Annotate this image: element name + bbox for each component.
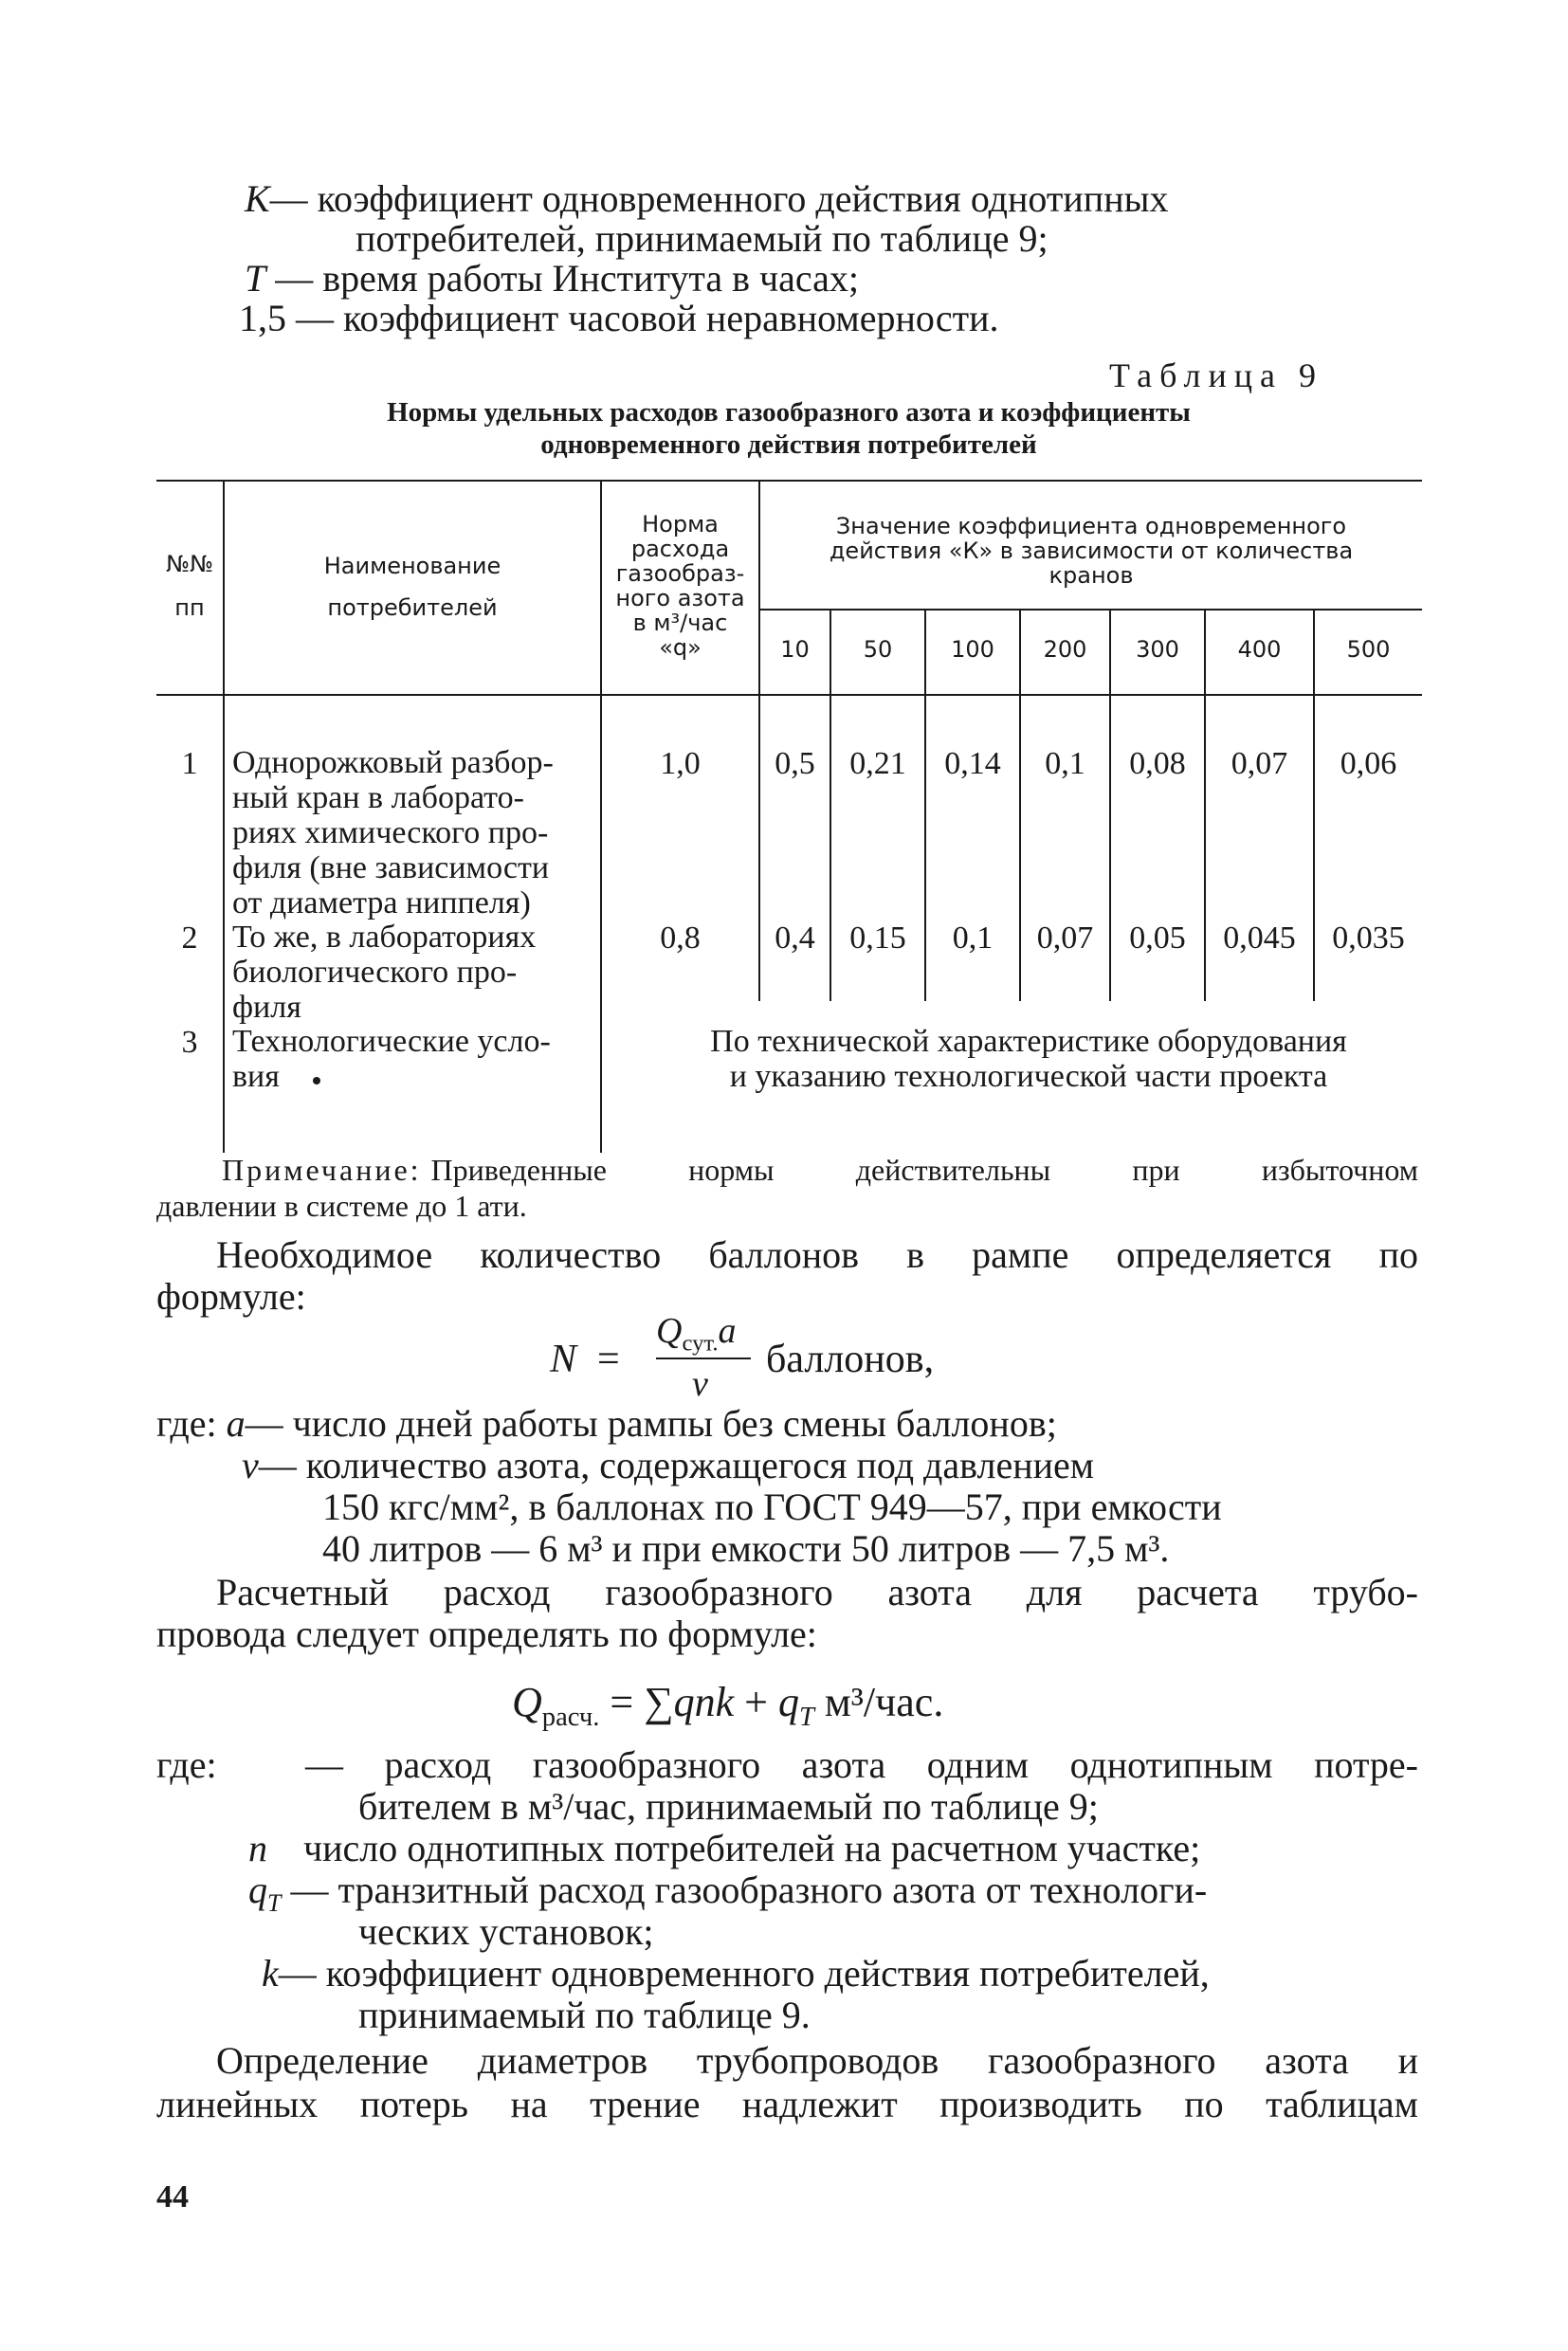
crane-count: 10 bbox=[780, 636, 810, 663]
coef-value: 0,4 bbox=[775, 920, 815, 956]
para1-line1: Необходимое количество баллонов в рампе определяется по bbox=[216, 1233, 1418, 1276]
row-name-line: филя bbox=[232, 990, 301, 1025]
row-name bbox=[232, 920, 600, 1025]
formula-bottles bbox=[550, 1304, 1024, 1409]
def-t-text: — время работы Института в часах; bbox=[275, 257, 860, 300]
row-merged-note bbox=[626, 1024, 1431, 1094]
header-coef bbox=[760, 514, 1422, 588]
where1-a-line bbox=[156, 1401, 1057, 1447]
header-norm-l1: Норма bbox=[642, 511, 719, 538]
symbol-n: n bbox=[248, 1827, 267, 1869]
where2-qt-line: $q_T$ — транзитный расход газообразного азота от технологи- bbox=[248, 1868, 1208, 1917]
table-label: Таблица 9 bbox=[1109, 356, 1323, 394]
crane-count: 100 bbox=[951, 636, 994, 663]
where1-a-text: — число дней работы рампы без смены баллонов; bbox=[245, 1402, 1057, 1445]
where2-k-text: — коэффициент одновременного действия потребителей, bbox=[278, 1952, 1210, 1995]
formula-flow: $Q_{расч.} = \sum qnk + q_T$ м³/час. bbox=[512, 1674, 1100, 1731]
coef-value: 0,5 bbox=[775, 746, 815, 781]
table-coef-subrule bbox=[758, 609, 1422, 611]
table-header-rule bbox=[156, 694, 1422, 696]
where1-v-line bbox=[242, 1443, 1418, 1488]
row-name-line: вия bbox=[232, 1059, 280, 1094]
subscript-calc: расч. bbox=[541, 1702, 600, 1732]
header-coef-l3: кранов bbox=[1048, 562, 1134, 589]
v-rule bbox=[223, 696, 225, 1153]
crane-count: 400 bbox=[1237, 636, 1282, 663]
header-norm bbox=[602, 512, 758, 660]
def-k-line bbox=[245, 176, 1418, 222]
row-name-line: То же, в лабораториях bbox=[232, 920, 537, 955]
formula-numerator bbox=[656, 1310, 737, 1357]
symbol-q: Q bbox=[656, 1311, 683, 1351]
row-name-line: от диаметра ниппеля) bbox=[232, 885, 531, 920]
coef-value: 0,035 bbox=[1332, 920, 1405, 956]
para2-line1: Расчетный расход газообразного азота для расчета трубо- bbox=[216, 1571, 1418, 1613]
header-norm-l2: расхода bbox=[630, 536, 730, 562]
fraction-bar bbox=[656, 1358, 751, 1359]
header-coef-l1: Значение коэффициента одновременного bbox=[835, 513, 1347, 539]
coef-value: 0,08 bbox=[1129, 746, 1186, 781]
where-intro: где: bbox=[156, 1402, 217, 1445]
crane-count: 300 bbox=[1136, 636, 1179, 663]
merged-line: и указанию технологической части проекта bbox=[729, 1059, 1328, 1094]
symbol-k: К bbox=[245, 177, 270, 220]
sum-symbol: ∑ bbox=[644, 1679, 674, 1725]
header-norm-l5: в м³/час bbox=[632, 610, 728, 636]
where2-qt-text: — транзитный расход газообразного азота от технологи- bbox=[290, 1868, 1208, 1911]
row-number: 3 bbox=[181, 1025, 198, 1060]
where2-n-line bbox=[248, 1826, 1200, 1871]
header-norm-l6: «q» bbox=[659, 634, 702, 661]
row-name-line: Технологические усло- bbox=[232, 1024, 551, 1059]
def-t-line bbox=[245, 256, 859, 301]
para3-line1: Определение диаметров трубопроводов газообразного азота и bbox=[216, 2039, 1418, 2082]
row-name-line: Однорожковый разбор- bbox=[232, 745, 554, 780]
formula-tail: баллонов, bbox=[766, 1338, 935, 1381]
def-c-text: — коэффициент часовой неравномерности. bbox=[296, 297, 999, 339]
coef-value: 0,21 bbox=[849, 746, 906, 781]
row-name-line: филя (вне зависимости bbox=[232, 850, 550, 885]
symbol-q: q bbox=[777, 1679, 799, 1725]
row-name-line: риях химического про- bbox=[232, 815, 549, 850]
formula-eq: = bbox=[597, 1338, 620, 1381]
where1-v-text: — количество азота, содержащегося под давлением bbox=[258, 1444, 1095, 1486]
row-name-line: биологического про- bbox=[232, 955, 518, 990]
coef-value: 0,06 bbox=[1340, 746, 1397, 781]
symbol-a: a bbox=[226, 1402, 246, 1445]
table-top-rule bbox=[156, 480, 1422, 482]
where2-q-line2: бителем в м³/час, принимаемый по таблице 9; bbox=[358, 1785, 1099, 1828]
row-name-line: ный кран в лаборато- bbox=[232, 780, 524, 815]
coef-value: 0,15 bbox=[849, 920, 906, 956]
row-name bbox=[232, 745, 600, 920]
symbol-a: a bbox=[718, 1311, 737, 1351]
where1-v-line2: 150 кгс/мм², в баллонах по ГОСТ 949—57, при емкости bbox=[322, 1485, 1222, 1528]
symbol-t: Т bbox=[245, 257, 266, 300]
note-line2: давлении в системе до 1 ати. bbox=[156, 1189, 527, 1223]
coef-value: 0,07 bbox=[1231, 746, 1288, 781]
para2-line2: провода следует определять по формуле: bbox=[156, 1613, 817, 1655]
subscript-day: сут. bbox=[682, 1330, 719, 1357]
where2-intro: где: bbox=[156, 1743, 217, 1786]
formula-plus: + bbox=[744, 1679, 768, 1725]
para1-line2: формуле: bbox=[156, 1275, 306, 1318]
note-line1 bbox=[222, 1151, 1418, 1189]
row-norm: 1,0 bbox=[660, 746, 701, 781]
formula-eq: = bbox=[610, 1679, 634, 1725]
header-norm-l4: ного азота bbox=[615, 585, 745, 611]
where2-n-text: число однотипных потребителей на расчетном участке; bbox=[303, 1827, 1201, 1869]
def-k-text: — коэффициент одновременного действия однотипных bbox=[269, 177, 1169, 220]
note-label: Примечание: bbox=[222, 1153, 422, 1187]
ink-dot bbox=[313, 1077, 320, 1084]
coef-value: 0,05 bbox=[1129, 920, 1186, 956]
crane-count: 500 bbox=[1346, 636, 1391, 663]
where2-qt-line2: ческих установок; bbox=[358, 1910, 654, 1953]
def-k-cont: потребителей, принимаемый по таблице 9; bbox=[356, 217, 1048, 260]
header-coef-l2: действия «К» в зависимости от количества bbox=[829, 538, 1354, 564]
formula-denominator: v bbox=[692, 1364, 708, 1404]
where2-k-line2: принимаемый по таблице 9. bbox=[358, 1994, 811, 2036]
symbol-k: k bbox=[262, 1952, 279, 1995]
symbol-v: v bbox=[242, 1444, 259, 1486]
merged-line: По технической характеристике оборудования bbox=[710, 1024, 1347, 1059]
v-rule bbox=[223, 480, 225, 694]
crane-count: 200 bbox=[1043, 636, 1087, 663]
header-name-2: потребителей bbox=[327, 594, 498, 621]
note-text: Приведенные нормы действительны при избыточном bbox=[430, 1153, 1418, 1187]
header-num-2: пп bbox=[174, 594, 205, 621]
table-title-line1: Нормы удельных расходов газообразного азота и коэффициенты bbox=[387, 397, 1191, 428]
def-c-line bbox=[239, 296, 998, 341]
row-norm: 0,8 bbox=[660, 920, 701, 956]
where1-v-line3: 40 литров — 6 м³ и при емкости 50 литров — 7,5 м³. bbox=[322, 1527, 1170, 1570]
row-number: 1 bbox=[181, 746, 198, 781]
formula-unit: м³/час. bbox=[824, 1679, 944, 1725]
crane-count: 50 bbox=[863, 636, 893, 663]
symbol-q: q bbox=[248, 1868, 267, 1911]
coef-value: 0,1 bbox=[952, 920, 994, 956]
symbol-q: Q bbox=[512, 1679, 542, 1725]
where2-q-text: — расход газообразного азота одним однотипным потре- bbox=[305, 1743, 1418, 1786]
formula-lhs: N bbox=[550, 1338, 577, 1381]
coef-value: 0,045 bbox=[1223, 920, 1296, 956]
symbol-qnk: qnk bbox=[673, 1679, 735, 1725]
page-number: 44 bbox=[156, 2179, 189, 2214]
coef-value: 0,1 bbox=[1045, 746, 1085, 781]
row-name bbox=[232, 1024, 600, 1094]
coef-value: 0,14 bbox=[944, 746, 1001, 781]
header-num-1: №№ bbox=[166, 551, 213, 577]
table-title-line2: одновременного действия потребителей bbox=[540, 429, 1037, 460]
row-number: 2 bbox=[181, 920, 198, 956]
where2-k-line bbox=[262, 1951, 1418, 1996]
coef-value: 0,07 bbox=[1036, 920, 1094, 956]
para3-line2: линейных потерь на трение надлежит производить по таблицам bbox=[156, 2083, 1418, 2125]
header-norm-l3: газообраз- bbox=[615, 560, 745, 587]
header-name-1: Наименование bbox=[323, 553, 501, 579]
symbol-coef: 1,5 bbox=[239, 297, 286, 339]
